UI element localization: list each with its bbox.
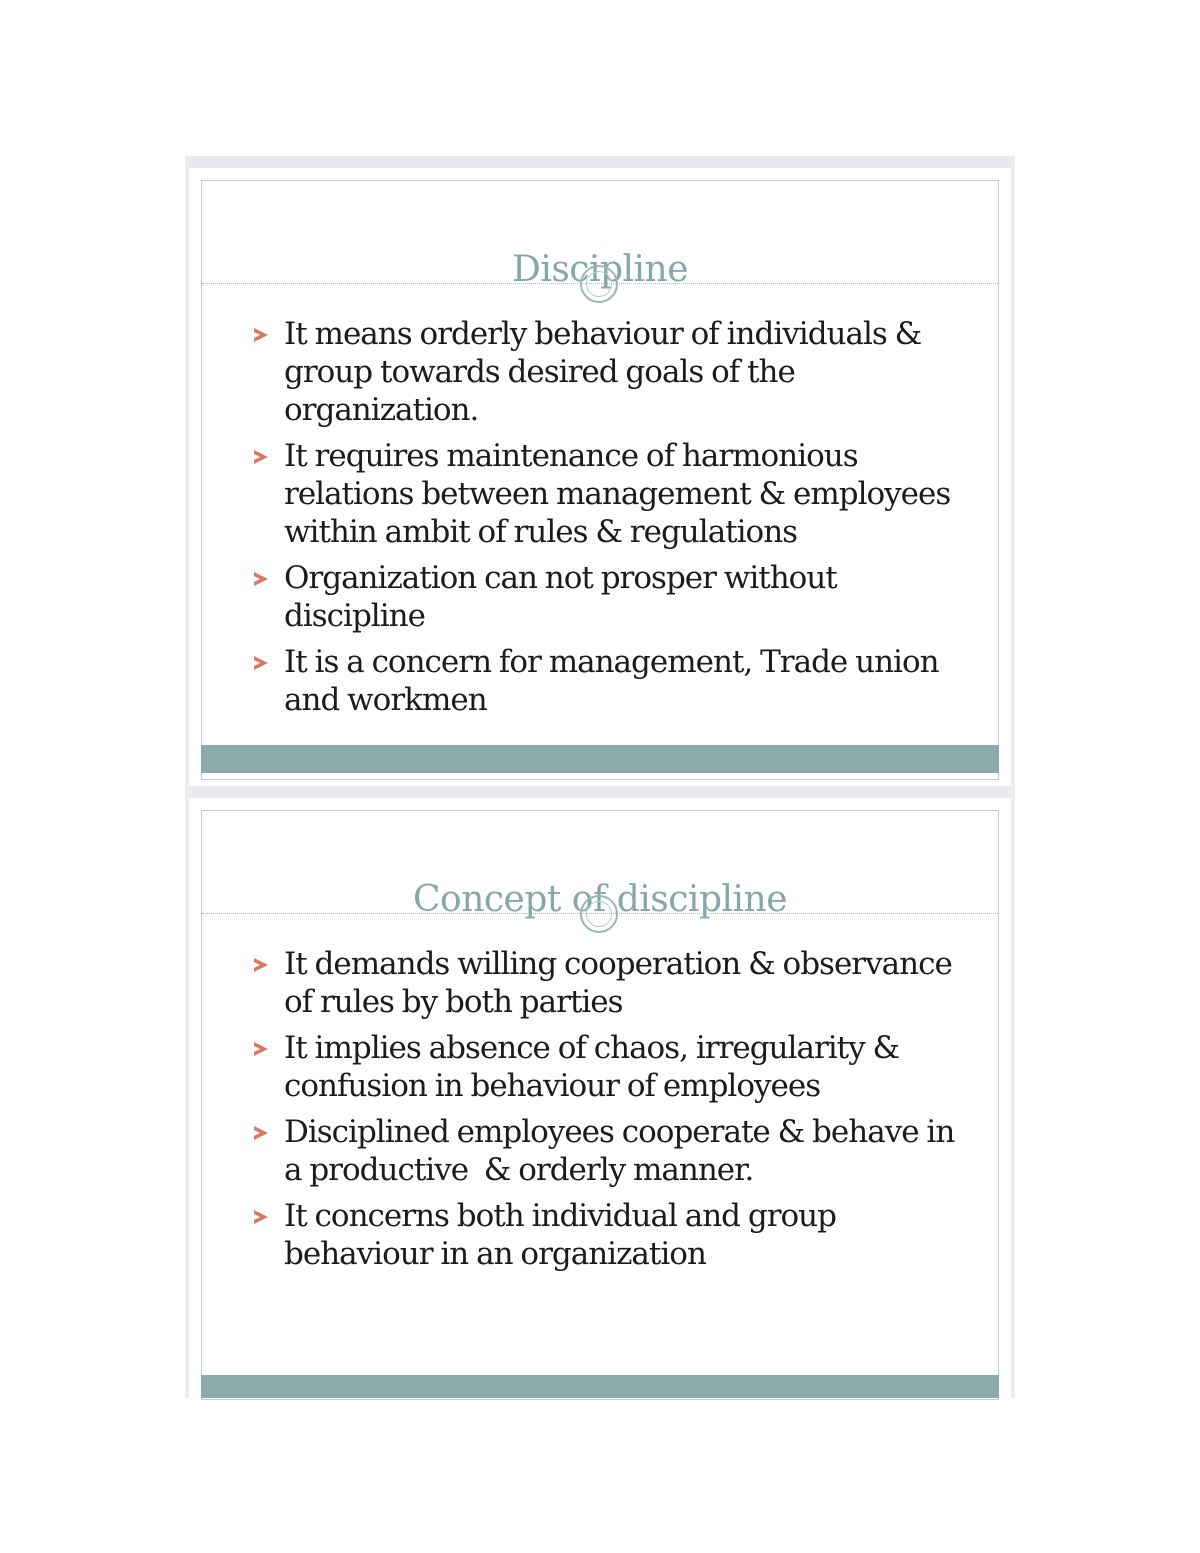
list-item [252,1029,970,1105]
ring-ornament-icon [580,895,618,933]
slide-edge [189,156,1011,168]
bullet-list [252,945,970,1281]
bullet-text: It implies absence of chaos, irregularity & confusion in behaviour of employees [284,1030,900,1104]
list-item [252,437,970,551]
bullet-text: It means orderly behaviour of individuals & group towards desired goals of the organization. [284,316,922,428]
bullet-text: Organization can not prosper without discipline [284,560,837,634]
arrow-bullet-icon [254,1126,268,1140]
slide-2 [185,786,1015,1398]
list-item [252,643,970,719]
slide-footer-band [201,745,999,773]
bullet-text: It requires maintenance of harmonious relations between management & employees within ambit of rules & regulations [284,438,951,550]
ring-ornament-icon [580,265,618,303]
list-item [252,945,970,1021]
slide-frame [201,180,999,780]
bullet-text: Disciplined employees cooperate & behave in a productive & orderly manner. [284,1114,963,1188]
list-item [252,1197,970,1273]
slide-edge [189,786,1011,798]
arrow-bullet-icon [254,656,268,670]
list-item [252,1113,970,1189]
bullet-list [252,315,970,727]
arrow-bullet-icon [254,572,268,586]
bullet-text: It concerns both individual and group behaviour in an organization [284,1198,836,1272]
arrow-bullet-icon [254,1042,268,1056]
slide-frame [201,810,999,1400]
arrow-bullet-icon [254,958,268,972]
arrow-bullet-icon [254,1210,268,1224]
list-item [252,559,970,635]
slide-1 [185,156,1015,786]
arrow-bullet-icon [254,328,268,342]
slide-title: Concept of discipline [412,879,788,920]
arrow-bullet-icon [254,450,268,464]
bullet-text: It is a concern for management, Trade union and workmen [284,644,939,718]
bullet-text: It demands willing cooperation & observance of rules by both parties [284,946,952,1020]
list-item [252,315,970,429]
slide-footer-band [201,1375,999,1398]
slide-title: Discipline [511,249,689,290]
